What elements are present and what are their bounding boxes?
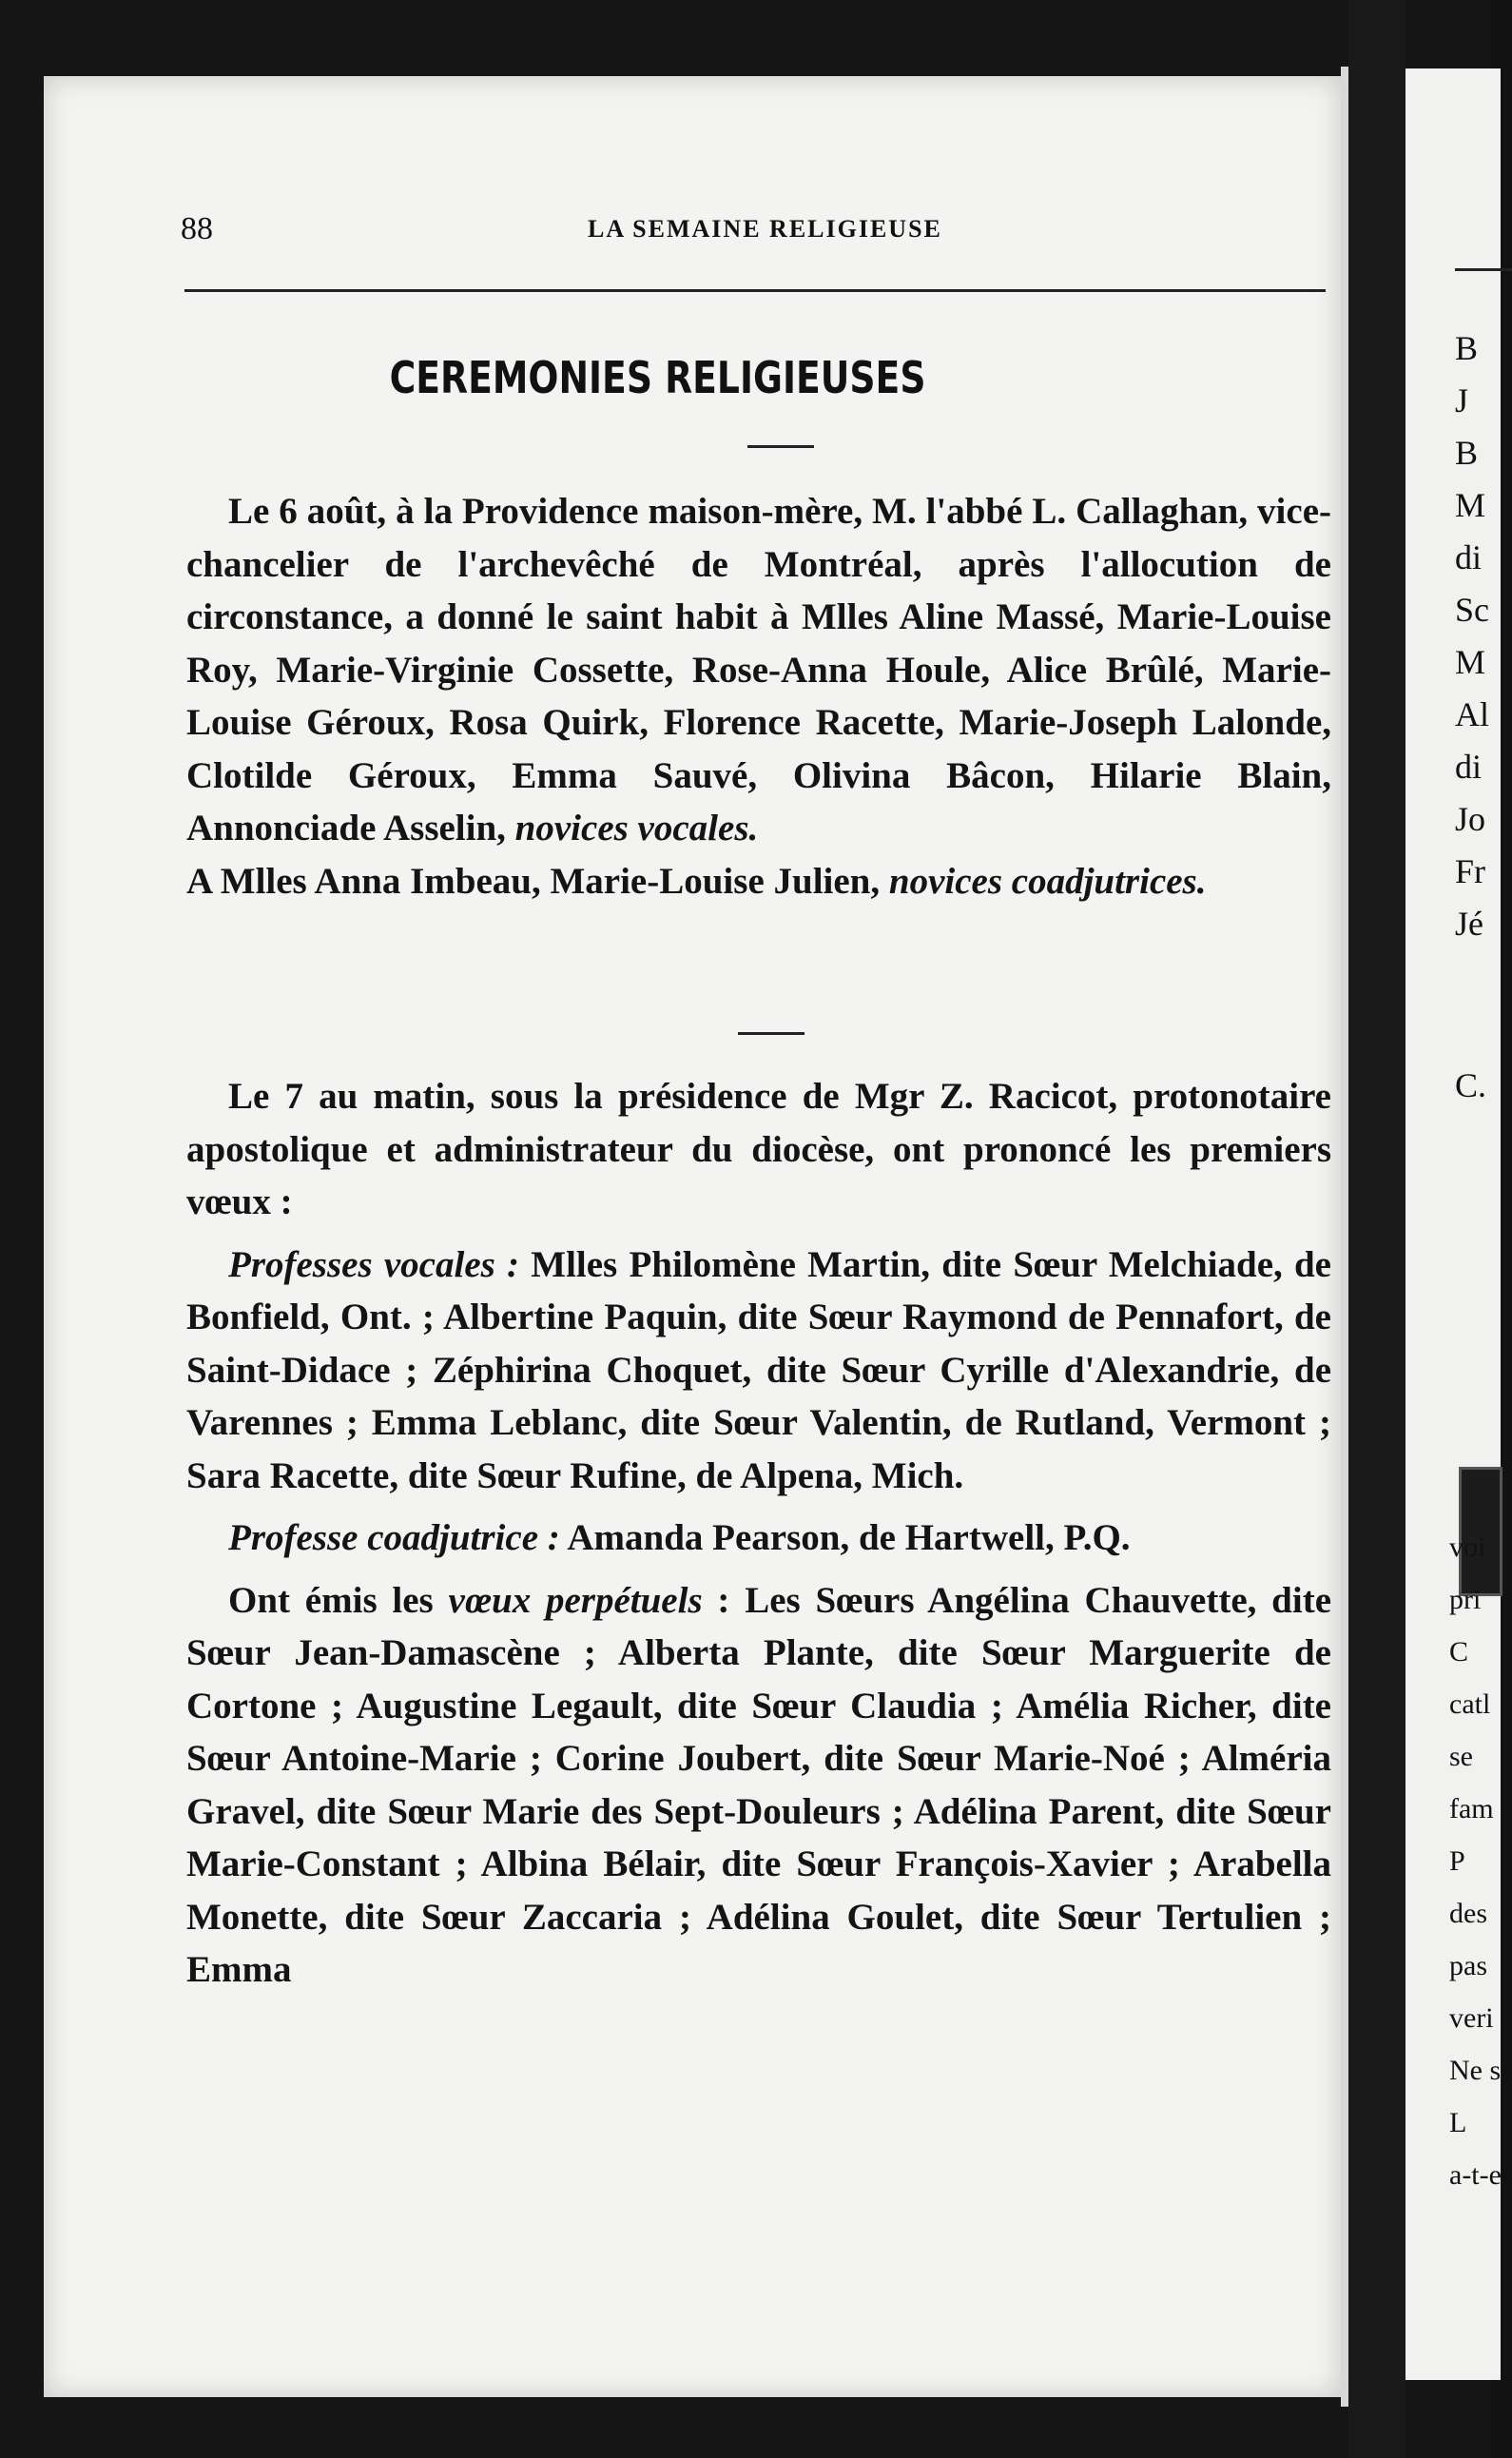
professes-vocales-label: Professes vocales : <box>228 1243 520 1285</box>
facing-page-line: Ne s <box>1449 2055 1502 2086</box>
facing-page-line: Jé <box>1455 905 1483 943</box>
facing-page-line: Sc <box>1455 591 1489 629</box>
facing-page-rule <box>1455 268 1512 271</box>
professes-vocales-text: Mlles Philomène Martin, dite Sœur Melchiade, de Bonfield, Ont. ; Albertine Paquin, dite Sœur Raymond de Pennafort, de Saint-Didace ; Zéphirina Choquet, dite Sœur Cyrille d'Alexandrie, de Varennes ; Emma Leblanc, dite Sœur Valentin, de Rutland, Vermont ; Sara Racette, dite Sœur Rufine, de Alpena, Mich. <box>186 1243 1331 1496</box>
facing-page-line: C. <box>1455 1066 1487 1104</box>
article-title: CEREMONIES RELIGIEUSES <box>389 352 926 403</box>
facing-page-line: se <box>1449 1741 1473 1772</box>
paragraph-habit-italic: novices vocales. <box>514 808 759 849</box>
facing-page-line: B <box>1455 329 1479 367</box>
facing-page-line: pas <box>1449 1950 1487 1981</box>
facing-page-line: des <box>1449 1898 1487 1929</box>
title-rule <box>747 445 814 448</box>
facing-page-line: B <box>1455 434 1479 472</box>
facing-page-line: P <box>1449 1845 1465 1877</box>
facing-page-line: veri <box>1449 2002 1494 2034</box>
paragraph-perpetual-vows <box>186 1574 1331 1997</box>
perpetual-vows-text: : Les Sœurs Angélina Chauvette, dite Sœur Jean-Damascène ; Alberta Plante, dite Sœur Marguerite de Cortone ; Augustine Legault, dite Sœur Claudia ; Amélia Richer, dite Sœur Antoine-Marie ; Corine Joubert, dite Sœur Marie-Noé ; Alméria Gravel, dite Sœur Marie des Sept-Douleurs ; Adélina Parent, dite Sœur Marie-Constant ; Albina Bélair, dite Sœur François-Xavier ; Arabella Monette, dite Sœur Zaccaria ; Adélina Goulet, dite Sœur Tertulien ; Emma <box>186 1579 1331 1990</box>
facing-page-line: L <box>1449 2107 1467 2138</box>
facing-page-line: di <box>1455 538 1483 576</box>
facing-page-line: a-t-e <box>1449 2159 1502 2191</box>
facing-page-line: J <box>1455 381 1469 419</box>
professe-coadjutrice-label: Professe coadjutrice : <box>228 1517 560 1558</box>
facing-page-line: di <box>1455 748 1483 786</box>
perpetual-vows-start: Ont émis les <box>228 1579 449 1621</box>
facing-page-line: pri <box>1449 1584 1482 1615</box>
facing-page-line: catl <box>1449 1688 1491 1720</box>
running-head: LA SEMAINE RELIGIEUSE <box>588 215 942 243</box>
professe-coadjutrice-text: Amanda Pearson, de Hartwell, P.Q. <box>559 1517 1131 1558</box>
paragraph-habit <box>186 485 1331 855</box>
page-gutter <box>1348 0 1405 2458</box>
paragraph-habit-text: Le 6 août, à la Providence maison-mère, M. l'abbé L. Callaghan, vice-chancelier de l'archevêché de Montréal, après l'allocution de circonstance, a donné le saint habit à Mlles Aline Massé, Marie-Louise Roy, Marie-Virginie Cossette, Rose-Anna Houle, Alice Brûlé, Marie-Louise Géroux, Rosa Quirk, Florence Racette, Marie-Joseph Lalonde, Clotilde Géroux, Emma Sauvé, Olivina Bâcon, Hilarie Blain, Annonciade Asselin, <box>186 491 1331 849</box>
section-divider <box>738 1032 804 1035</box>
perpetual-vows-label: vœux perpétuels <box>448 1579 703 1621</box>
facing-page-line: C <box>1449 1636 1469 1668</box>
facing-page-line: M <box>1455 643 1486 681</box>
page-number: 88 <box>181 211 213 246</box>
facing-page-fragment <box>1405 68 1501 2380</box>
paragraph-professe-coadjutrice <box>186 1512 1331 1565</box>
facing-page-line: Fr <box>1455 852 1486 890</box>
facing-page-line: fam <box>1449 1793 1494 1824</box>
paragraph-coadjutrices-italic: novices coadjutrices. <box>888 860 1207 902</box>
paragraph-coadjutrices <box>186 855 1331 908</box>
facing-page-line: Jo <box>1455 800 1486 838</box>
paragraph-coadjutrices-text: A Mlles Anna Imbeau, Marie-Louise Julien, <box>186 860 889 902</box>
facing-page-line: M <box>1455 486 1486 524</box>
paragraph-vows-intro: Le 7 au matin, sous la présidence de Mgr Z. Racicot, protonotaire apostolique et administrateur du diocèse, ont prononcé les premiers vœux : <box>186 1076 1331 1222</box>
page-edge <box>1341 67 1348 2407</box>
section-vows <box>186 1070 1331 1997</box>
facing-page-line: Al <box>1455 695 1489 733</box>
section-habit-ceremony <box>186 485 1331 907</box>
paragraph-professes-vocales <box>186 1239 1331 1503</box>
header-rule <box>184 289 1326 292</box>
facing-page-line: voi <box>1449 1531 1486 1563</box>
